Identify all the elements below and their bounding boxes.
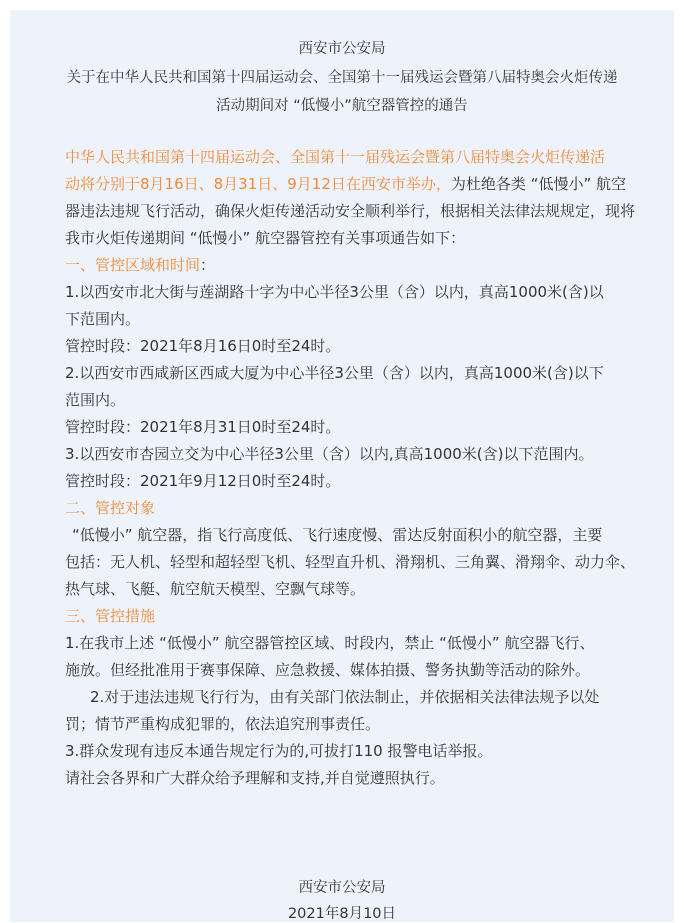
- section3-measure3: 3.群众发现有违反本通告规定行为的,可拔打110 报警电话举报。: [65, 742, 493, 760]
- header-org: 西安市公安局: [298, 41, 386, 57]
- section1-heading-colon: ：: [200, 256, 216, 274]
- section3-measure1-line1: 1.在我市上述 “低慢小” 航空器管控区域、时段内，禁止 “低慢小” 航空器飞行、: [65, 634, 595, 652]
- footer-org: 西安市公安局: [298, 880, 386, 896]
- section1-time2: 管控时段：2021年8月31日0时至24时。: [65, 418, 341, 436]
- section1-item1-line2: 下范围内。: [65, 310, 141, 328]
- section2-line3: 热气球、飞艇、航空航天模型、空飘气球等。: [65, 580, 366, 598]
- section1-time3: 管控时段：2021年9月12日0时至24时。: [65, 472, 341, 490]
- section3-measure1-line2: 施放。但经批准用于赛事保障、应急救援、媒体拍摄、警务执勤等活动的除外。: [65, 661, 591, 679]
- section1-item1-line1: 1.以西安市北大街与莲湖路十字为中心半径3公里（含）以内，真高1000米(含)以: [65, 283, 604, 301]
- notice-title-line2: 活动期间对 “低慢小”航空器管控的通告: [216, 98, 468, 114]
- intro-line-4: 我市火炬传递期间 “低慢小” 航空器管控有关事项通告如下：: [65, 229, 466, 247]
- section3-measure2-line2: 罚；情节严重构成犯罪的，依法追究刑事责任。: [65, 715, 381, 733]
- section3-measure2-line1: 2.对于违法违规飞行行为，由有关部门依法制止，并依据相关法律法规予以处: [90, 688, 600, 706]
- intro-line-2-highlight: 动将分别于8月16日、8月31日、9月12日在西安市举办，: [65, 175, 451, 193]
- intro-line-1: 中华人民共和国第十四届运动会、全国第十一届残运会暨第八届特奥会火炬传递活: [65, 148, 606, 166]
- section1-heading-row: [65, 255, 215, 275]
- intro-line-3: 器违法违规飞行活动，确保火炬传递活动安全顺利举行，根据相关法律法规规定，现将: [65, 202, 636, 220]
- notice-title-line1: 关于在中华人民共和国第十四届运动会、全国第十一届残运会暨第八届特奥会火炬传递: [66, 70, 618, 86]
- section1-heading: 一、管控区域和时间: [65, 256, 201, 274]
- section2-line2: 包括：无人机、轻型和超轻型飞机、轻型直升机、滑翔机、三角翼、滑翔伞、动力伞、: [65, 553, 636, 571]
- section1-item3: 3.以西安市杏园立交为中心半径3公里（含）以内,真高1000米(含)以下范围内。: [65, 445, 594, 463]
- section2-line1: “低慢小” 航空器，指飞行高度低、飞行速度慢、雷达反射面积小的航空器，主要: [72, 526, 603, 544]
- section3-heading: 三、管控措施: [65, 607, 156, 625]
- intro-line-2-rest: 为杜绝各类 “低慢小” 航空: [450, 175, 626, 193]
- section1-time1: 管控时段：2021年8月16日0时至24时。: [65, 337, 341, 355]
- footer-date: 2021年8月10日: [287, 906, 397, 922]
- section1-item2-line1: 2.以西安市西咸新区西咸大厦为中心半径3公里（含）以内，真高1000米(含)以下: [65, 364, 604, 382]
- intro-line-2: [65, 174, 626, 194]
- section1-item2-line2: 范围内。: [65, 391, 126, 409]
- section2-heading: 二、管控对象: [65, 499, 156, 517]
- section3-closing: 请社会各界和广大群众给予理解和支持,并自觉遵照执行。: [65, 769, 445, 787]
